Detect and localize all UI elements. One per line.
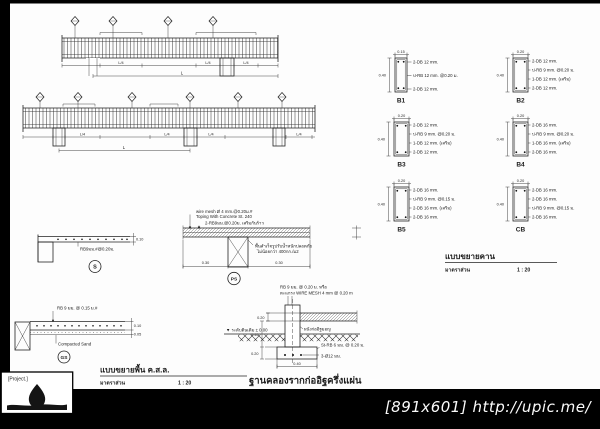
wiremesh-note: wire mesh Ø 4 mm.@0.20ม.# (196, 209, 253, 214)
height-dim: 0.40 (496, 202, 504, 207)
rebar-label: ป-RB 9 mm. @0.20 ม. (413, 131, 456, 137)
dim-label: L (180, 70, 184, 76)
beam1-column-stub (86, 58, 100, 76)
depth-dim: 0.40 (251, 333, 259, 337)
anticrack-note: 2-RB9มม.@0.20ม. เสริมกันร้าว (205, 220, 264, 226)
title-block (1, 372, 73, 414)
rebar-label: 2-DB 16 mm. (532, 122, 558, 128)
beam2-stirrup-band (23, 108, 315, 128)
section-id: B2 (516, 97, 525, 105)
rebar-label: 1-DB 12 mm. (เสริม) (532, 76, 571, 82)
rebar-label: ป-RB 9 mm. @0.20 ม. (532, 67, 575, 73)
ground-level-label: ▼ ระดับดินเดิม ± 0.00 (226, 327, 268, 333)
footing-rebar-note: RB 9 มม. @ 0.20 ม. หรือ (280, 284, 327, 290)
scale-value: 1 : 20 (517, 267, 531, 274)
rebar-label: 2-DB 12 mm. (532, 58, 558, 64)
footing-stirrup-label: St-RB 6 มม. @ 0.20 ม. (321, 342, 365, 348)
section-bubble-id: S (93, 264, 97, 271)
thickness-dim: 0.10 (136, 237, 144, 242)
project-label: [Project.] (8, 376, 28, 383)
section-id: B4 (516, 161, 525, 169)
width-dim: 0.20 (516, 49, 525, 54)
footing-width-dim: 0.40 (293, 361, 301, 366)
compacted-sand-label: Compacted Sand (58, 341, 92, 347)
rebar-label: 2-DB 16 mm. (532, 196, 558, 202)
rebar-label: 2-DB 16 mm. (532, 149, 558, 155)
height-dim: 0.40 (377, 137, 385, 142)
width-dim: 0.20 (516, 113, 525, 118)
rebar-label: 2-DB 12 mm. (413, 86, 439, 92)
rebar-label: ป-RB 9 mm. @0.20 ม. (532, 131, 575, 137)
dim-label: L/4 (296, 132, 302, 137)
wall-label: ผนังก่ออิฐมอญ (304, 326, 331, 332)
section-bubble-id: GS (60, 356, 68, 362)
slab-capacity-note: พื้นสำเร็จรูปรับน้ำหนักปลอดภัย (255, 243, 312, 249)
rebar-label: 1-DB 12 mm. (เสริม) (413, 140, 452, 146)
dim-label: L/4 (208, 132, 214, 137)
scale-label: มาตราส่วน (100, 380, 126, 387)
rebar-label: 2-DB 16 mm. (532, 187, 558, 193)
dim-label: L (122, 145, 126, 150)
rebar-label: 2-DB 16 mm. (เสริม) (413, 205, 452, 211)
height-dim: 0.40 (496, 137, 504, 142)
footing-detail-title: ฐานคลองรากก่ออิฐครึ่งแผ่น (249, 375, 362, 387)
footing-bars-label: 3-Ø12 มม. (321, 353, 341, 359)
slab-capacity-value: ไม่น้อยกว่า 400กก./ม2 (257, 249, 299, 254)
dim-label: L/4 (243, 60, 249, 65)
rebar-label: 2-DB 16 mm. (413, 187, 439, 193)
topping-note: Toping With Concrete St. 240 (196, 214, 252, 219)
width-dim: 0.20 (397, 178, 406, 183)
section-id: CB (515, 226, 526, 234)
width-dim: 0.15 (397, 49, 405, 54)
section-id: B1 (396, 97, 406, 105)
rebar-label: 2-DB 12 mm. (413, 59, 439, 65)
rebar-label: 2-DB 12 mm. (532, 85, 558, 91)
scale-value: 1 : 20 (178, 380, 192, 387)
section-id: B3 (397, 161, 406, 169)
logo-base (7, 404, 67, 410)
rebar-label: 2-DB 12 mm. (413, 149, 439, 155)
width-dim: 0.20 (516, 178, 525, 183)
height-dim: 0.40 (377, 202, 385, 207)
beam1-stirrup-band (62, 38, 278, 58)
slab-detail-title: แบบขยายพื้น ค.ส.ล. (100, 365, 170, 375)
span-dim: 0.30 (201, 261, 210, 265)
scale-label: มาตราส่วน (445, 267, 471, 274)
ground-hatch (300, 335, 358, 342)
rebar-label: 2-DB 12 mm. (413, 122, 439, 128)
watermark: [891x601] http://upic.me/ (384, 398, 591, 416)
dim-label: L/4 (205, 60, 211, 65)
dim-label: L/4 (164, 132, 170, 137)
dim-label: L/4 (79, 132, 86, 137)
span-dim: 0.30 (275, 261, 283, 265)
section-bubble-id: PS (230, 277, 238, 283)
slab-thickness-dim: 0.10 (133, 324, 142, 328)
height-dim: 0.40 (496, 73, 504, 78)
height-dim: 0.40 (378, 73, 386, 78)
section-id: B5 (397, 226, 406, 234)
slab-edge-dim: 0.20 (257, 316, 265, 320)
beam-detail-title: แบบขยายคาน (445, 252, 495, 261)
rebar-label: ป-RB 9 mm. @0.15 ม. (532, 205, 575, 211)
rebar-label: 2-DB 16 mm. (532, 214, 558, 220)
floor-slab-hatch (300, 313, 357, 321)
rebar-label: ป-RB 12 mm. @0.20 ม. (413, 72, 458, 78)
dim-label: L/4 (118, 60, 124, 65)
footing-wiremesh-note: ตะแกรง WIRE MESH 4 mm @ 0.20 m (280, 290, 353, 296)
footing-depth-dim: 0.20 (251, 352, 259, 356)
sand-thickness-dim: 0.05 (133, 332, 142, 337)
width-dim: 0.20 (397, 113, 406, 118)
rebar-label: 1-DB 16 mm. (เสริม) (532, 140, 571, 146)
ground-hatch (238, 335, 285, 342)
slab-rebar-label: RB9มม.#@0.20ม. (80, 246, 115, 252)
slab-rebar-label: RB 9 มม. @ 0.15 ม.# (57, 305, 98, 311)
rebar-label: ป-RB 9 mm. @0.15 ม. (413, 196, 456, 202)
rebar-label: 2-DB 16 mm. (413, 214, 439, 220)
